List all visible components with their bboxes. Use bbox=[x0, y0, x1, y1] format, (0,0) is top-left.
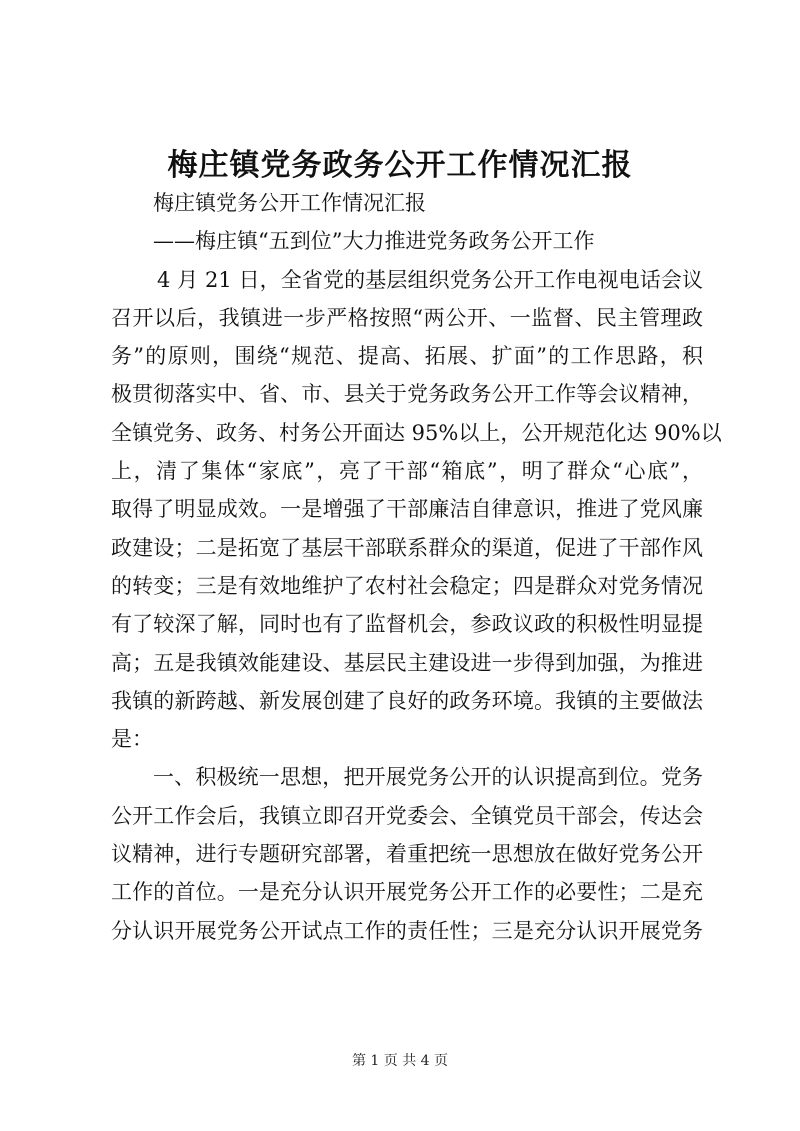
paragraph-line: 一、积极统一思想，把开展党务公开的认识提高到位。党务 bbox=[153, 765, 703, 790]
paragraph-line: 召开以后，我镇进一步严格按照“两公开、一监督、民主管理政 bbox=[111, 305, 703, 330]
page-number: 第 1 页 共 4 页 bbox=[351, 1053, 449, 1069]
paragraph-line: 工作的首位。一是充分认识开展党务公开工作的必要性；二是充 bbox=[111, 880, 703, 905]
paragraph-line: 的转变；三是有效地维护了农村社会稳定；四是群众对党务情况 bbox=[111, 573, 703, 598]
paragraph-line: 全镇党务、政务、村务公开面达 95%以上，公开规范化达 90%以 bbox=[111, 420, 722, 445]
paragraph-line: 有了较深了解，同时也有了监督机会，参政议政的积极性明显提 bbox=[111, 612, 703, 637]
paragraph-line: 4 月 21 日，全省党的基层组织党务公开工作电视电话会议 bbox=[157, 267, 703, 292]
paragraph-line: 务”的原则，围绕“规范、提高、拓展、扩面”的工作思路，积 bbox=[111, 344, 703, 369]
paragraph-line: 取得了明显成效。一是增强了干部廉洁自律意识，推进了党风廉 bbox=[111, 497, 703, 522]
document-body bbox=[111, 184, 722, 950]
paragraph-line: 分认识开展党务公开试点工作的责任性；三是充分认识开展党务 bbox=[111, 918, 703, 943]
paragraph-line: 议精神，进行专题研究部署，着重把统一思想放在做好党务公开 bbox=[111, 842, 703, 867]
document-title: 梅庄镇党务政务公开工作情况汇报 bbox=[167, 148, 633, 183]
paragraph-line: 是： bbox=[111, 727, 153, 752]
paragraph-line: 我镇的新跨越、新发展创建了良好的政务环境。我镇的主要做法 bbox=[111, 688, 703, 713]
paragraph-line: 政建设；二是拓宽了基层干部联系群众的渠道，促进了干部作风 bbox=[111, 535, 703, 560]
subtitle-line: 梅庄镇党务公开工作情况汇报 bbox=[153, 191, 426, 215]
subtitle-line: ——梅庄镇“五到位”大力推进党务政务公开工作 bbox=[153, 229, 595, 254]
paragraph-line: 高；五是我镇效能建设、基层民主建设进一步得到加强，为推进 bbox=[111, 650, 703, 675]
paragraph-line: 极贯彻落实中、省、市、县关于党务政务公开工作等会议精神， bbox=[111, 382, 703, 407]
paragraph-line: 公开工作会后，我镇立即召开党委会、全镇党员干部会，传达会 bbox=[111, 803, 703, 828]
paragraph-line: 上，清了集体“家底”，亮了干部“箱底”，明了群众“心底”， bbox=[111, 459, 703, 484]
